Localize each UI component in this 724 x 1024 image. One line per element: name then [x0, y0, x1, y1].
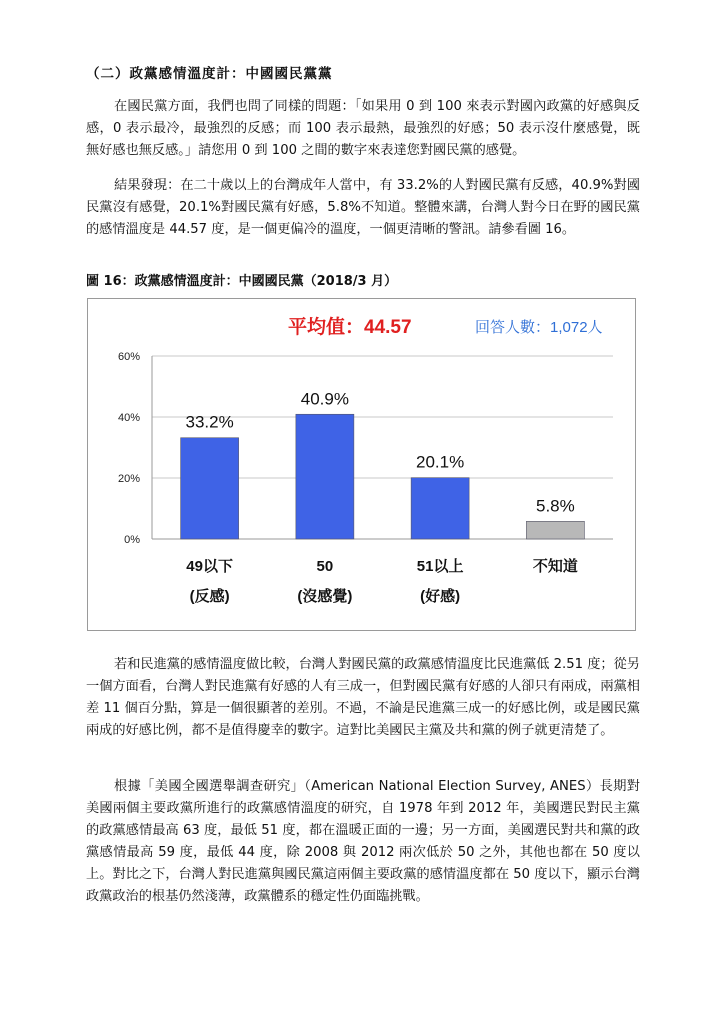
figure-caption: 圖 16：政黨感情溫度計：中國國民黨（2018/3 月）	[86, 274, 398, 289]
category-sublabel: (反感)	[189, 588, 230, 605]
chart-subtitle: 回答人數：1,072人	[475, 319, 603, 336]
bar	[526, 521, 584, 539]
bar	[411, 478, 469, 539]
chart-title: 平均值：44.57	[288, 317, 412, 338]
paragraph-4: 根據「美國全國選舉調查研究」（American National Election Survey, ANES）長期對美國兩個主要政黨所進行的政黨感情溫度的研究，自 1978 年到 2012 年，美國選民對民主黨的政黨感情最高 63 度，最低 51 度，都在溫暖正面的一邊；另一方面，美國選民對共和黨的政黨感情最高 59 度，最低 44 度，除 2008 與 2012 兩次低於 50 之外，其他也都在 50 度以上。對比之下，台灣人對民進黨與國民黨這兩個主要政黨的感情溫度都在 50 度以下，顯示台灣政黨政治的根基仍然淺薄，政黨體系的穩定性仍面臨挑戰。	[86, 779, 640, 904]
bar-chart	[88, 299, 637, 632]
y-tick-label: 20%	[117, 473, 140, 485]
category-label: 50	[316, 558, 334, 575]
bar	[296, 414, 354, 539]
paragraph-3: 若和民進黨的感情溫度做比較，台灣人對國民黨的政黨感情溫度比民進黨低 2.51 度；從另一個方面看，台灣人對民進黨有好感的人有三成一，但對國民黨有好感的人卻只有兩成，兩黨相差 11 個百分點，算是一個很顯著的差別。不過，不論是民進黨三成一的好感比例，或是國民黨兩成的好感比例，都不是值得慶幸的數字。這對比美國民主黨及共和黨的例子就更清楚了。	[86, 657, 640, 738]
paragraph-1: 在國民黨方面，我們也問了同樣的問題：「如果用 0 到 100 來表示對國內政黨的好感與反感，0 表示最冷，最強烈的反感；而 100 表示最熱，最強烈的好感；50 表示沒什麼感覺，既無好感也無反感。」請您用 0 到 100 之間的數字來表達您對國民黨的感覺。	[86, 99, 640, 158]
chart-frame	[87, 298, 636, 631]
paragraph-2: 結果發現：在二十歲以上的台灣成年人當中，有 33.2%的人對國民黨有反感，40.9%對國民黨沒有感覺，20.1%對國民黨有好感，5.8%不知道。整體來講，台灣人對今日在野的國民黨的感情溫度是 44.57 度，是一個更偏冷的溫度，一個更清晰的警訊。請參看圖 16。	[86, 178, 640, 237]
category-sublabel: (好感)	[420, 588, 461, 605]
y-tick-label: 60%	[117, 351, 140, 363]
category-label: 49以下	[186, 558, 233, 575]
data-label: 20.1%	[416, 452, 465, 472]
y-tick-label: 0%	[124, 534, 140, 546]
data-label: 40.9%	[300, 389, 349, 409]
bar	[181, 438, 239, 539]
y-tick-label: 40%	[117, 412, 140, 424]
category-sublabel: (沒感覺)	[297, 588, 353, 605]
data-label: 33.2%	[185, 412, 234, 432]
category-label: 51以上	[416, 558, 464, 575]
category-label: 不知道	[532, 558, 578, 575]
section-heading: （二）政黨感情溫度計：中國國民黨黨	[86, 66, 333, 82]
data-label: 5.8%	[536, 496, 575, 516]
